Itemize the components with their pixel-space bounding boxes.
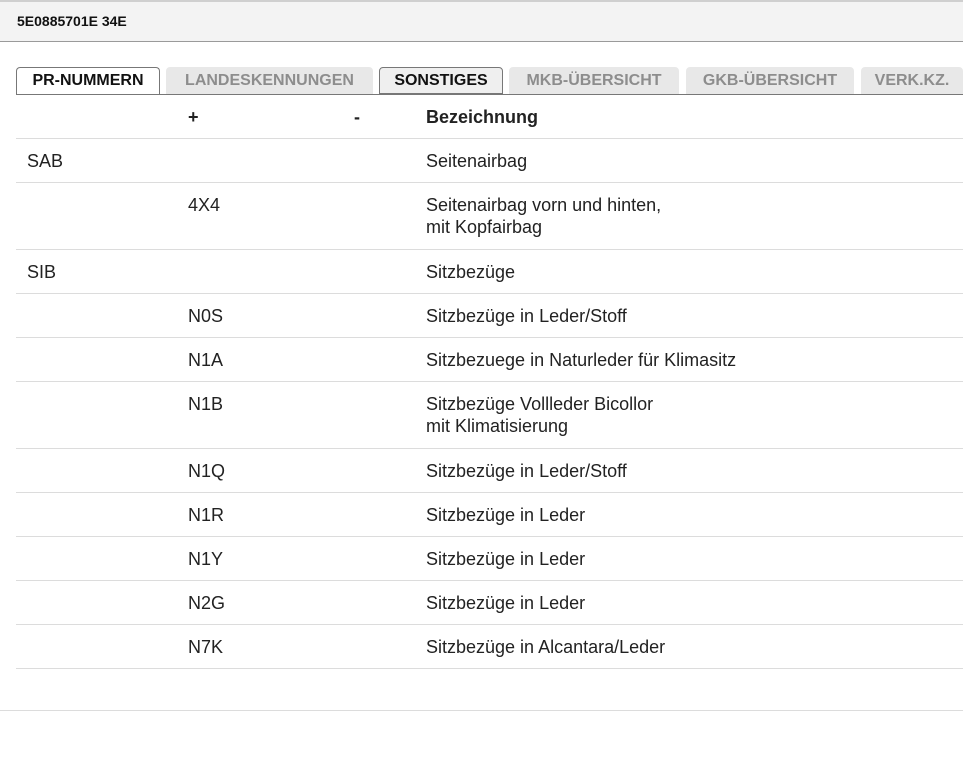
- description: Sitzbezüge in Leder: [426, 593, 586, 613]
- part-number-title: 5E0885701E 34E: [17, 13, 127, 29]
- description: Seitenairbag vorn und hinten, mit Kopfairbag: [426, 195, 662, 237]
- table-row: [16, 250, 963, 294]
- page-header: [0, 2, 963, 42]
- table-header-row: [16, 95, 963, 139]
- table-row: [16, 139, 963, 183]
- description: Sitzbezüge in Leder: [426, 549, 586, 569]
- table-row: [16, 625, 963, 669]
- column-header-minus: -: [354, 107, 360, 127]
- column-header-description: Bezeichnung: [426, 107, 539, 127]
- description: Sitzbezüge in Leder/Stoff: [426, 306, 627, 326]
- plus-code: 4X4: [188, 195, 221, 215]
- table-row: [16, 183, 963, 250]
- table-row: [16, 382, 963, 449]
- description: Sitzbezüge: [426, 262, 516, 282]
- column-header-plus: +: [188, 107, 199, 127]
- description: Sitzbezuege in Naturleder für Klimasitz: [426, 350, 737, 370]
- tab-verk-kz[interactable]: VERK.KZ.: [861, 67, 963, 94]
- description: Sitzbezüge in Leder/Stoff: [426, 461, 627, 481]
- plus-code: N1Y: [188, 549, 224, 569]
- table-row: [16, 338, 963, 382]
- plus-code: N1A: [188, 350, 224, 370]
- plus-code: N0S: [188, 306, 224, 326]
- tab-bar: [16, 67, 963, 95]
- plus-code: N2G: [188, 593, 226, 613]
- table-row: [16, 493, 963, 537]
- table-row: [16, 581, 963, 625]
- description: Sitzbezüge Vollleder Bicollor mit Klimatisierung: [426, 394, 654, 436]
- tab-pr-nummern[interactable]: PR-NUMMERN: [16, 67, 160, 95]
- description: Sitzbezüge in Alcantara/Leder: [426, 637, 666, 657]
- plus-code: N1R: [188, 505, 225, 525]
- table-row: [16, 294, 963, 338]
- group-code: SAB: [27, 151, 64, 171]
- plus-code: N1B: [188, 394, 224, 414]
- plus-code: N1Q: [188, 461, 226, 481]
- tab-gkb-uebersicht[interactable]: GKB-ÜBERSICHT: [686, 67, 854, 94]
- description: Sitzbezüge in Leder: [426, 505, 586, 525]
- pr-numbers-table: [16, 95, 963, 669]
- footer-divider: [0, 710, 963, 711]
- group-code: SIB: [27, 262, 57, 282]
- table-row: [16, 449, 963, 493]
- tab-landeskennungen[interactable]: LANDESKENNUNGEN: [166, 67, 373, 94]
- plus-code: N7K: [188, 637, 224, 657]
- description: Seitenairbag: [426, 151, 528, 171]
- table-row: [16, 537, 963, 581]
- tab-sonstiges[interactable]: SONSTIGES: [379, 67, 503, 94]
- tab-mkb-uebersicht[interactable]: MKB-ÜBERSICHT: [509, 67, 679, 94]
